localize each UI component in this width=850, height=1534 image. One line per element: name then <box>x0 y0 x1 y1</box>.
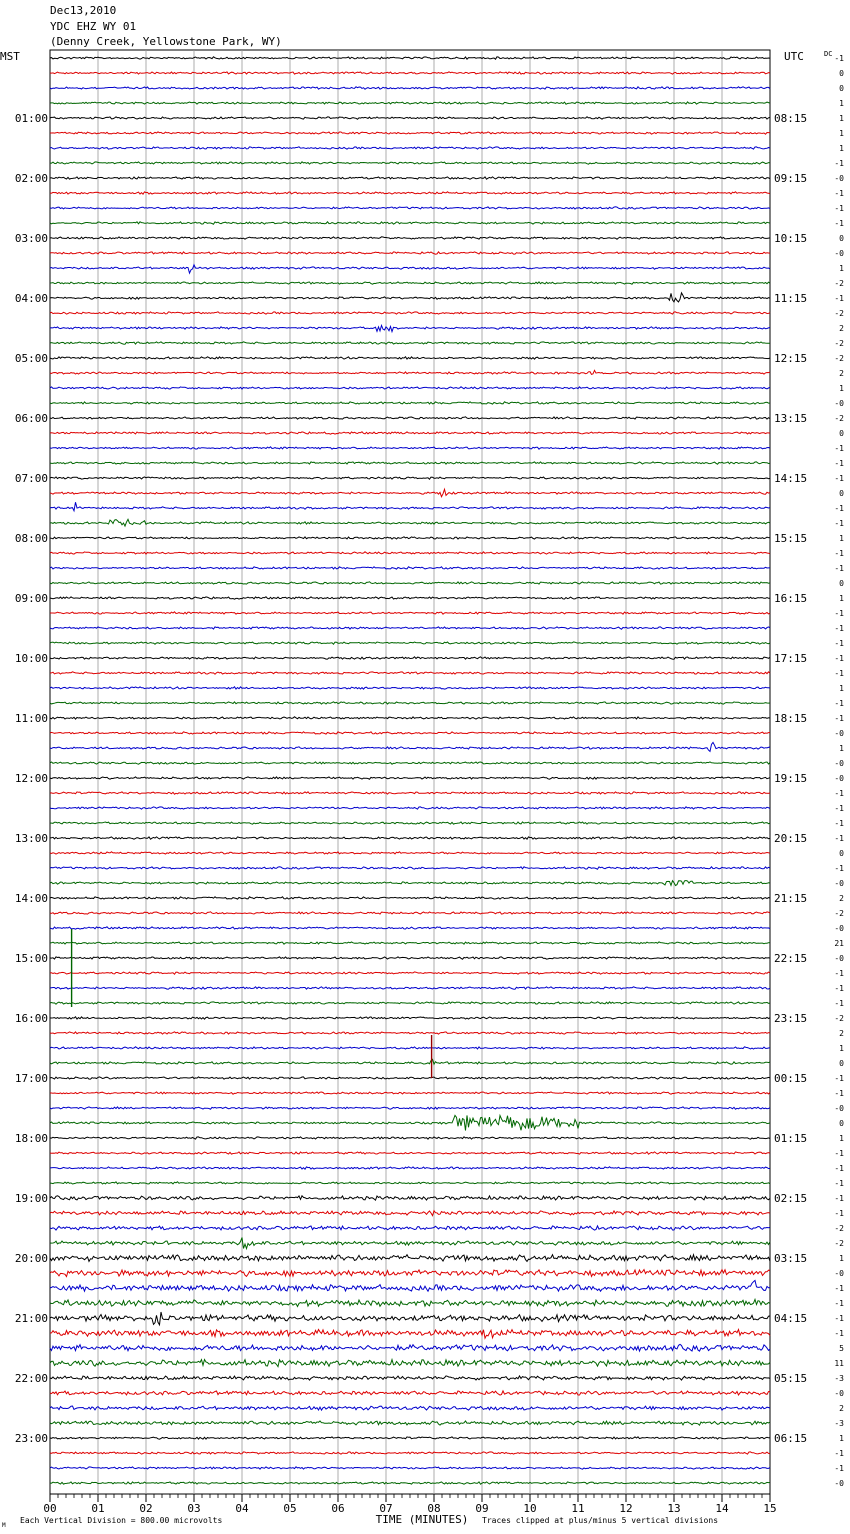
utc-hour-label: 12:15 <box>774 352 808 365</box>
seismic-trace <box>50 867 770 869</box>
x-tick-label: 13 <box>667 1502 681 1515</box>
seismic-trace <box>50 1406 770 1410</box>
seismic-trace <box>50 1077 770 1079</box>
dc-offset-label: 2 <box>839 894 844 903</box>
utc-hour-label: 14:15 <box>774 472 808 485</box>
x-tick-label: 05 <box>283 1502 297 1515</box>
dc-offset-label: -1 <box>834 834 844 843</box>
dc-offset-label: -1 <box>834 474 844 483</box>
seismic-trace <box>50 1421 770 1425</box>
dc-offset-label: 1 <box>839 534 844 543</box>
dc-offset-label: 1 <box>839 129 844 138</box>
mst-hour-label: 02:00 <box>14 172 48 185</box>
utc-hour-label: 19:15 <box>774 772 808 785</box>
mst-hour-label: 18:00 <box>14 1132 48 1145</box>
dc-offset-label: -1 <box>834 804 844 813</box>
dc-offset-label: -1 <box>834 459 844 468</box>
dc-offset-label: -1 <box>834 1164 844 1173</box>
seismic-trace <box>50 972 770 974</box>
utc-hour-label: 06:15 <box>774 1432 808 1445</box>
dc-offset-label: -2 <box>834 309 844 318</box>
seismic-trace <box>50 1376 770 1380</box>
utc-hour-label: 17:15 <box>774 652 808 665</box>
seismic-trace <box>50 387 770 389</box>
seismic-trace <box>50 672 770 674</box>
dc-offset-label: 1 <box>839 384 844 393</box>
plot-date: Dec13,2010 <box>50 4 117 17</box>
seismic-trace <box>50 1115 770 1130</box>
dc-offset-label: -1 <box>834 1209 844 1218</box>
dc-offset-label: -1 <box>834 624 844 633</box>
dc-offset-label: -1 <box>834 504 844 513</box>
seismic-trace <box>50 1226 770 1230</box>
dc-offset-label: -1 <box>834 1299 844 1308</box>
seismic-trace <box>50 462 770 464</box>
seismic-trace <box>50 881 770 886</box>
seismic-trace <box>50 1047 770 1049</box>
mst-label: MST <box>0 50 20 63</box>
seismic-trace <box>50 432 770 434</box>
mst-hour-label: 05:00 <box>14 352 48 365</box>
seismic-trace <box>50 1238 770 1249</box>
seismic-trace <box>50 252 770 254</box>
dc-offset-label: -1 <box>834 1179 844 1188</box>
seismic-trace <box>50 957 770 959</box>
dc-offset-label: -1 <box>834 189 844 198</box>
mst-hour-label: 23:00 <box>14 1432 48 1445</box>
scale-note: Each Vertical Division = 800.00 microvolts <box>20 1516 223 1525</box>
mst-hour-label: 12:00 <box>14 772 48 785</box>
seismic-trace <box>50 582 770 584</box>
seismic-trace <box>50 597 770 599</box>
dc-offset-label: -1 <box>834 1329 844 1338</box>
dc-offset-label: -1 <box>834 969 844 978</box>
dc-offset-label: -1 <box>834 999 844 1008</box>
seismic-trace <box>50 417 770 419</box>
seismic-trace <box>50 1270 770 1277</box>
seismic-trace <box>50 102 770 104</box>
dc-offset-label: 1 <box>839 1254 844 1263</box>
dc-offset-label: -0 <box>834 729 844 738</box>
seismic-trace <box>50 1299 770 1306</box>
seismic-trace <box>50 502 770 511</box>
dc-offset-label: -2 <box>834 339 844 348</box>
x-tick-label: 14 <box>715 1502 729 1515</box>
dc-offset-label: -1 <box>834 1464 844 1473</box>
seismic-trace <box>50 1107 770 1109</box>
dc-offset-label: 0 <box>839 234 844 243</box>
dc-offset-label: -0 <box>834 1479 844 1488</box>
seismic-trace <box>50 312 770 314</box>
mst-hour-label: 16:00 <box>14 1012 48 1025</box>
seismic-trace <box>50 162 770 164</box>
seismic-trace <box>50 567 770 569</box>
dc-offset-label: -2 <box>834 279 844 288</box>
seismic-trace <box>50 852 770 854</box>
dc-offset-label: -1 <box>834 1149 844 1158</box>
utc-hour-label: 05:15 <box>774 1372 808 1385</box>
dc-offset-label: -2 <box>834 1014 844 1023</box>
seismic-trace <box>50 1167 770 1169</box>
dc-offset-label: -1 <box>834 444 844 453</box>
dc-header-label: DC <box>824 50 833 58</box>
seismic-trace <box>50 942 770 944</box>
dc-offset-label: -1 <box>834 1314 844 1323</box>
x-tick-label: 08 <box>427 1502 441 1515</box>
seismic-trace <box>50 477 770 479</box>
seismic-trace <box>50 1059 770 1064</box>
seismic-trace <box>50 777 770 779</box>
dc-offset-label: -1 <box>834 1089 844 1098</box>
seismic-trace <box>50 342 770 344</box>
x-tick-label: 12 <box>619 1502 633 1515</box>
plot-frame <box>50 50 770 1494</box>
dc-offset-label: -1 <box>834 789 844 798</box>
dc-offset-label: -0 <box>834 249 844 258</box>
dc-offset-label: -3 <box>834 1419 844 1428</box>
mst-hour-label: 22:00 <box>14 1372 48 1385</box>
utc-hour-label: 03:15 <box>774 1252 808 1265</box>
utc-hour-label: 23:15 <box>774 1012 808 1025</box>
seismic-trace <box>50 762 770 764</box>
x-axis-label: TIME (MINUTES) <box>375 1513 469 1526</box>
seismic-trace <box>50 1280 770 1291</box>
dc-offset-label: 1 <box>839 684 844 693</box>
seismic-trace <box>50 732 770 734</box>
dc-offset-label: 1 <box>839 1044 844 1053</box>
seismic-trace <box>50 987 770 989</box>
seismic-trace <box>50 717 770 719</box>
dc-offset-label: 1 <box>839 114 844 123</box>
dc-offset-label: -0 <box>834 174 844 183</box>
dc-offset-label: -3 <box>834 1374 844 1383</box>
seismic-trace <box>50 627 770 629</box>
utc-hour-label: 10:15 <box>774 232 808 245</box>
dc-offset-label: 2 <box>839 369 844 378</box>
seismic-trace <box>50 325 770 331</box>
seismic-trace <box>50 687 770 689</box>
dc-offset-label: -1 <box>834 519 844 528</box>
dc-offset-label: -1 <box>834 714 844 723</box>
utc-hour-label: 08:15 <box>774 112 808 125</box>
dc-offset-label: 2 <box>839 1404 844 1413</box>
dc-offset-label: 11 <box>834 1359 844 1368</box>
seismic-trace <box>50 837 770 839</box>
dc-offset-label: -1 <box>834 204 844 213</box>
mst-hour-label: 06:00 <box>14 412 48 425</box>
x-tick-label: 01 <box>91 1502 105 1515</box>
utc-label: UTC <box>784 50 804 63</box>
mst-hour-label: 14:00 <box>14 892 48 905</box>
dc-offset-label: 2 <box>839 324 844 333</box>
seismic-trace <box>50 1211 770 1216</box>
x-tick-label: 11 <box>571 1502 585 1515</box>
seismic-trace <box>50 192 770 194</box>
utc-hour-label: 18:15 <box>774 712 808 725</box>
mst-hour-label: 13:00 <box>14 832 48 845</box>
dc-offset-label: 21 <box>834 939 844 948</box>
mst-hour-label: 07:00 <box>14 472 48 485</box>
mst-hour-label: 15:00 <box>14 952 48 965</box>
utc-hour-label: 04:15 <box>774 1312 808 1325</box>
dc-offset-label: -1 <box>834 864 844 873</box>
dc-offset-label: 0 <box>839 1119 844 1128</box>
dc-offset-label: 1 <box>839 744 844 753</box>
seismic-trace <box>50 897 770 899</box>
dc-offset-label: 1 <box>839 1134 844 1143</box>
dc-offset-label: -1 <box>834 219 844 228</box>
dc-offset-label: 1 <box>839 144 844 153</box>
seismic-trace <box>50 1152 770 1154</box>
seismic-trace <box>50 237 770 239</box>
utc-hour-label: 00:15 <box>774 1072 808 1085</box>
seismic-trace <box>50 117 770 119</box>
seismic-trace <box>50 912 770 914</box>
x-tick-label: 04 <box>235 1502 249 1515</box>
seismic-trace <box>50 1196 770 1200</box>
seismic-trace <box>50 1255 770 1262</box>
dc-offset-label: -1 <box>834 609 844 618</box>
seismic-trace <box>50 357 770 359</box>
dc-offset-label: 0 <box>839 429 844 438</box>
dc-offset-label: -1 <box>834 639 844 648</box>
dc-offset-label: -1 <box>834 699 844 708</box>
mst-hour-label: 19:00 <box>14 1192 48 1205</box>
x-tick-label: 07 <box>379 1502 393 1515</box>
seismic-trace <box>50 742 770 751</box>
seismic-trace <box>50 489 770 496</box>
utc-hour-label: 09:15 <box>774 172 808 185</box>
seismic-trace <box>50 642 770 644</box>
utc-hour-label: 21:15 <box>774 892 808 905</box>
seismic-trace <box>50 822 770 824</box>
seismic-trace <box>50 657 770 659</box>
seismic-trace <box>50 57 770 59</box>
utc-hour-label: 20:15 <box>774 832 808 845</box>
seismic-trace <box>50 447 770 449</box>
seismic-trace <box>50 1330 770 1339</box>
dc-offset-label: 1 <box>839 594 844 603</box>
clip-note: Traces clipped at plus/minus 5 vertical divisions <box>482 1516 719 1525</box>
mst-hour-label: 04:00 <box>14 292 48 305</box>
utc-hour-label: 01:15 <box>774 1132 808 1145</box>
dc-offset-label: 5 <box>839 1344 844 1353</box>
seismic-trace <box>50 1017 770 1019</box>
utc-hour-label: 22:15 <box>774 952 808 965</box>
seismic-trace <box>50 927 770 929</box>
seismic-trace <box>50 293 770 302</box>
mst-hour-label: 03:00 <box>14 232 48 245</box>
mst-hour-label: 17:00 <box>14 1072 48 1085</box>
dc-offset-label: 1 <box>839 99 844 108</box>
utc-hour-label: 02:15 <box>774 1192 808 1205</box>
dc-offset-label: -2 <box>834 1239 844 1248</box>
dc-offset-label: -0 <box>834 1104 844 1113</box>
seismic-trace <box>50 1092 770 1094</box>
seismic-trace <box>50 1360 770 1367</box>
seismic-trace <box>50 402 770 404</box>
dc-offset-label: 0 <box>839 579 844 588</box>
dc-offset-label: 1 <box>839 1434 844 1443</box>
seismic-trace <box>50 807 770 809</box>
dc-offset-label: -1 <box>834 54 844 63</box>
x-tick-label: 00 <box>43 1502 57 1515</box>
x-tick-label: 15 <box>763 1502 777 1515</box>
dc-offset-label: -0 <box>834 954 844 963</box>
dc-offset-label: -1 <box>834 159 844 168</box>
dc-offset-label: 0 <box>839 69 844 78</box>
mst-hour-label: 08:00 <box>14 532 48 545</box>
station-location: (Denny Creek, Yellowstone Park, WY) <box>50 35 282 48</box>
utc-hour-label: 16:15 <box>774 592 808 605</box>
seismic-trace <box>50 1437 770 1439</box>
dc-offset-label: 0 <box>839 489 844 498</box>
dc-offset-label: 0 <box>839 1059 844 1068</box>
seismic-trace <box>50 87 770 89</box>
dc-offset-label: 2 <box>839 1029 844 1038</box>
dc-offset-label: -2 <box>834 414 844 423</box>
dc-offset-label: -1 <box>834 1074 844 1083</box>
seismic-trace <box>50 132 770 134</box>
footer-mark: M <box>2 1522 6 1529</box>
dc-offset-label: 0 <box>839 849 844 858</box>
utc-hour-label: 15:15 <box>774 532 808 545</box>
dc-offset-label: -0 <box>834 759 844 768</box>
dc-offset-label: 1 <box>839 264 844 273</box>
seismic-trace <box>50 370 770 374</box>
mst-hour-label: 20:00 <box>14 1252 48 1265</box>
seismic-trace <box>50 519 770 526</box>
station-code: YDC EHZ WY 01 <box>50 20 137 33</box>
seismic-trace <box>50 1002 770 1004</box>
x-tick-label: 09 <box>475 1502 489 1515</box>
dc-offset-label: -0 <box>834 774 844 783</box>
x-tick-label: 06 <box>331 1502 345 1515</box>
dc-offset-label: -1 <box>834 549 844 558</box>
seismic-trace <box>50 72 770 74</box>
seismic-trace <box>50 207 770 209</box>
dc-offset-label: -1 <box>834 654 844 663</box>
dc-offset-label: -1 <box>834 984 844 993</box>
seismic-trace <box>50 177 770 179</box>
x-tick-label: 10 <box>523 1502 537 1515</box>
seismic-trace <box>50 537 770 539</box>
seismic-trace <box>50 1312 770 1325</box>
x-tick-label: 02 <box>139 1502 153 1515</box>
mst-hour-label: 21:00 <box>14 1312 48 1325</box>
seismic-trace <box>50 612 770 614</box>
mst-hour-label: 11:00 <box>14 712 48 725</box>
seismic-trace <box>50 1452 770 1454</box>
dc-offset-label: -0 <box>834 924 844 933</box>
dc-offset-label: -1 <box>834 1194 844 1203</box>
seismic-trace <box>50 702 770 704</box>
seismic-trace <box>50 1467 770 1469</box>
x-tick-label: 03 <box>187 1502 201 1515</box>
seismic-trace <box>50 282 770 284</box>
dc-offset-label: -1 <box>834 1284 844 1293</box>
seismic-trace <box>50 1344 770 1351</box>
dc-offset-label: -1 <box>834 819 844 828</box>
seismic-trace <box>50 1391 770 1395</box>
dc-offset-label: -0 <box>834 1269 844 1278</box>
seismic-trace <box>50 792 770 794</box>
dc-offset-label: -1 <box>834 669 844 678</box>
dc-offset-label: -1 <box>834 564 844 573</box>
dc-offset-label: -0 <box>834 399 844 408</box>
dc-offset-label: -2 <box>834 1224 844 1233</box>
seismic-trace <box>50 222 770 224</box>
mst-hour-label: 09:00 <box>14 592 48 605</box>
mst-hour-label: 10:00 <box>14 652 48 665</box>
dc-offset-label: -2 <box>834 909 844 918</box>
utc-hour-label: 11:15 <box>774 292 808 305</box>
seismic-trace <box>50 1182 770 1184</box>
dc-offset-label: -1 <box>834 1449 844 1458</box>
utc-hour-label: 13:15 <box>774 412 808 425</box>
seismic-trace <box>50 552 770 554</box>
seismic-trace <box>50 147 770 149</box>
dc-offset-label: -1 <box>834 294 844 303</box>
seismic-trace <box>50 1482 770 1484</box>
dc-offset-label: -0 <box>834 879 844 888</box>
seismic-trace <box>50 1032 770 1034</box>
seismic-trace <box>50 265 770 273</box>
dc-offset-label: 0 <box>839 84 844 93</box>
mst-hour-label: 01:00 <box>14 112 48 125</box>
dc-offset-label: -2 <box>834 354 844 363</box>
dc-offset-label: -0 <box>834 1389 844 1398</box>
seismic-trace <box>50 1137 770 1139</box>
